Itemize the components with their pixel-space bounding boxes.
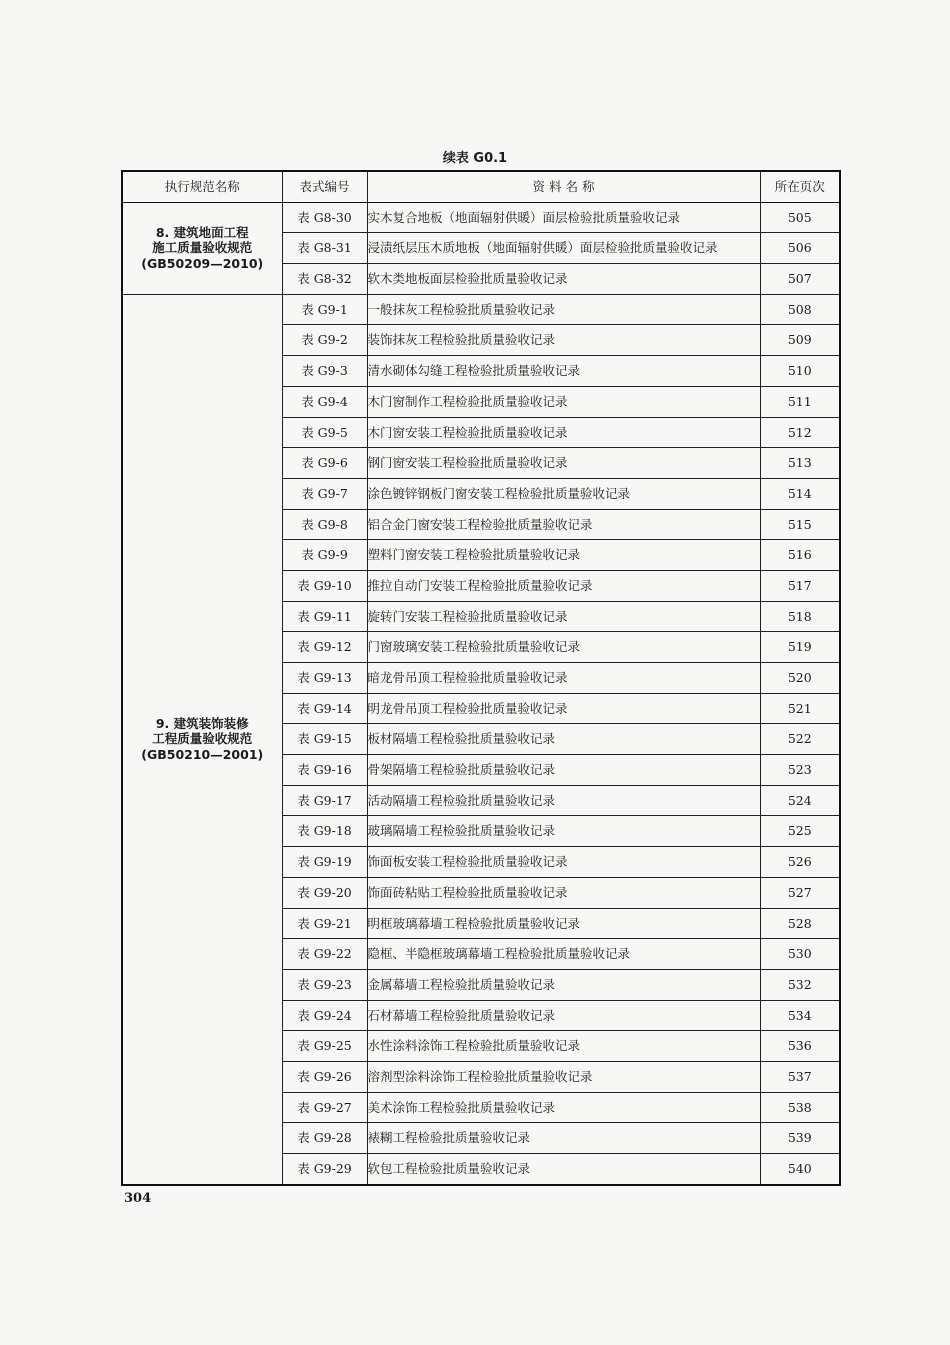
record-title-cell: 板材隔墙工程检验批质量验收记录 (367, 724, 760, 755)
form-code-cell: 表 G9-25 (282, 1031, 367, 1062)
record-title-cell: 铝合金门窗安装工程检验批质量验收记录 (367, 509, 760, 540)
form-code-cell: 表 G9-18 (282, 816, 367, 847)
records-table (121, 170, 841, 1186)
page-ref-cell: 508 (760, 294, 840, 325)
page-ref-cell: 532 (760, 969, 840, 1000)
record-title-cell: 明框玻璃幕墙工程检验批质量验收记录 (367, 908, 760, 939)
form-code-cell: 表 G9-11 (282, 601, 367, 632)
record-title-cell: 金属幕墙工程检验批质量验收记录 (367, 969, 760, 1000)
form-code-cell: 表 G9-9 (282, 540, 367, 571)
record-title-cell: 溶剂型涂料涂饰工程检验批质量验收记录 (367, 1061, 760, 1092)
page-ref-cell: 517 (760, 570, 840, 601)
form-code-cell: 表 G9-3 (282, 356, 367, 387)
page-ref-cell: 523 (760, 755, 840, 786)
page-ref-cell: 524 (760, 785, 840, 816)
form-code-cell: 表 G9-26 (282, 1061, 367, 1092)
page-ref-cell: 514 (760, 478, 840, 509)
header-page: 所在页次 (760, 171, 840, 202)
form-code-cell: 表 G9-19 (282, 847, 367, 878)
record-title-cell: 浸渍纸层压木质地板（地面辐射供暖）面层检验批质量验收记录 (367, 233, 760, 264)
page-ref-cell: 534 (760, 1000, 840, 1031)
form-code-cell: 表 G9-5 (282, 417, 367, 448)
spec-name-line: 9. 建筑装饰装修 (155, 715, 249, 731)
form-code-cell: 表 G9-1 (282, 294, 367, 325)
record-title-cell: 门窗玻璃安装工程检验批质量验收记录 (367, 632, 760, 663)
record-title-cell: 软木类地板面层检验批质量验收记录 (367, 264, 760, 295)
table-row (122, 294, 840, 325)
record-title-cell: 涂色镀锌钢板门窗安装工程检验批质量验收记录 (367, 478, 760, 509)
form-code-cell: 表 G8-32 (282, 264, 367, 295)
form-code-cell: 表 G9-22 (282, 939, 367, 970)
page-ref-cell: 540 (760, 1154, 840, 1185)
form-code-cell: 表 G9-27 (282, 1092, 367, 1123)
page-ref-cell: 521 (760, 693, 840, 724)
record-title-cell: 水性涂料涂饰工程检验批质量验收记录 (367, 1031, 760, 1062)
header-title: 资 料 名 称 (367, 171, 760, 202)
page-ref-cell: 537 (760, 1061, 840, 1092)
page-ref-cell: 509 (760, 325, 840, 356)
header-spec: 执行规范名称 (122, 171, 282, 202)
form-code-cell: 表 G9-8 (282, 509, 367, 540)
form-code-cell: 表 G9-21 (282, 908, 367, 939)
form-code-cell: 表 G8-31 (282, 233, 367, 264)
page-ref-cell: 522 (760, 724, 840, 755)
record-title-cell: 软包工程检验批质量验收记录 (367, 1154, 760, 1185)
form-code-cell: 表 G9-23 (282, 969, 367, 1000)
record-title-cell: 玻璃隔墙工程检验批质量验收记录 (367, 816, 760, 847)
page-ref-cell: 507 (760, 264, 840, 295)
page-ref-cell: 530 (760, 939, 840, 970)
form-code-cell: 表 G9-29 (282, 1154, 367, 1185)
spec-name-line: (GB50209—2010) (141, 256, 264, 272)
form-code-cell: 表 G9-28 (282, 1123, 367, 1154)
spec-name-line: 施工质量验收规范 (152, 240, 253, 256)
page-ref-cell: 526 (760, 847, 840, 878)
page-ref-cell: 520 (760, 663, 840, 694)
record-title-cell: 石材幕墙工程检验批质量验收记录 (367, 1000, 760, 1031)
record-title-cell: 木门窗制作工程检验批质量验收记录 (367, 386, 760, 417)
page-ref-cell: 519 (760, 632, 840, 663)
page-ref-cell: 513 (760, 448, 840, 479)
form-code-cell: 表 G9-17 (282, 785, 367, 816)
spec-name-line: (GB50210—2001) (141, 747, 264, 763)
page-ref-cell: 505 (760, 202, 840, 233)
record-title-cell: 塑料门窗安装工程检验批质量验收记录 (367, 540, 760, 571)
table-body (122, 202, 840, 1185)
page-ref-cell: 539 (760, 1123, 840, 1154)
form-code-cell: 表 G9-7 (282, 478, 367, 509)
header-row (122, 171, 840, 202)
record-title-cell: 骨架隔墙工程检验批质量验收记录 (367, 755, 760, 786)
record-title-cell: 饰面砖粘贴工程检验批质量验收记录 (367, 877, 760, 908)
form-code-cell: 表 G9-4 (282, 386, 367, 417)
record-title-cell: 木门窗安装工程检验批质量验收记录 (367, 417, 760, 448)
form-code-cell: 表 G9-10 (282, 570, 367, 601)
record-title-cell: 旋转门安装工程检验批质量验收记录 (367, 601, 760, 632)
form-code-cell: 表 G9-15 (282, 724, 367, 755)
header-code: 表式编号 (282, 171, 367, 202)
page-ref-cell: 528 (760, 908, 840, 939)
page-ref-cell: 536 (760, 1031, 840, 1062)
record-title-cell: 实木复合地板（地面辐射供暖）面层检验批质量验收记录 (367, 202, 760, 233)
form-code-cell: 表 G9-16 (282, 755, 367, 786)
record-title-cell: 饰面板安装工程检验批质量验收记录 (367, 847, 760, 878)
table-caption: 续表 G0.1 (442, 151, 508, 166)
record-title-cell: 推拉自动门安装工程检验批质量验收记录 (367, 570, 760, 601)
spec-name-cell (122, 294, 282, 1184)
page-ref-cell: 518 (760, 601, 840, 632)
form-code-cell: 表 G9-20 (282, 877, 367, 908)
page-ref-cell: 512 (760, 417, 840, 448)
record-title-cell: 暗龙骨吊顶工程检验批质量验收记录 (367, 663, 760, 694)
spec-name-line: 工程质量验收规范 (152, 731, 253, 747)
spec-name-cell (122, 202, 282, 294)
form-code-cell: 表 G9-13 (282, 663, 367, 694)
page-number: 304 (124, 1191, 152, 1206)
record-title-cell: 钢门窗安装工程检验批质量验收记录 (367, 448, 760, 479)
form-code-cell: 表 G9-14 (282, 693, 367, 724)
form-code-cell: 表 G8-30 (282, 202, 367, 233)
spec-name-line: 8. 建筑地面工程 (155, 224, 249, 240)
page-ref-cell: 516 (760, 540, 840, 571)
page-ref-cell: 511 (760, 386, 840, 417)
form-code-cell: 表 G9-24 (282, 1000, 367, 1031)
page-ref-cell: 538 (760, 1092, 840, 1123)
record-title-cell: 美术涂饰工程检验批质量验收记录 (367, 1092, 760, 1123)
record-title-cell: 明龙骨吊顶工程检验批质量验收记录 (367, 693, 760, 724)
record-title-cell: 一般抹灰工程检验批质量验收记录 (367, 294, 760, 325)
record-title-cell: 装饰抹灰工程检验批质量验收记录 (367, 325, 760, 356)
page-ref-cell: 515 (760, 509, 840, 540)
form-code-cell: 表 G9-6 (282, 448, 367, 479)
record-title-cell: 清水砌体勾缝工程检验批质量验收记录 (367, 356, 760, 387)
table-row (122, 202, 840, 233)
page-ref-cell: 510 (760, 356, 840, 387)
page-ref-cell: 527 (760, 877, 840, 908)
record-title-cell: 隐框、半隐框玻璃幕墙工程检验批质量验收记录 (367, 939, 760, 970)
page-ref-cell: 506 (760, 233, 840, 264)
form-code-cell: 表 G9-12 (282, 632, 367, 663)
record-title-cell: 活动隔墙工程检验批质量验收记录 (367, 785, 760, 816)
form-code-cell: 表 G9-2 (282, 325, 367, 356)
page-ref-cell: 525 (760, 816, 840, 847)
record-title-cell: 裱糊工程检验批质量验收记录 (367, 1123, 760, 1154)
